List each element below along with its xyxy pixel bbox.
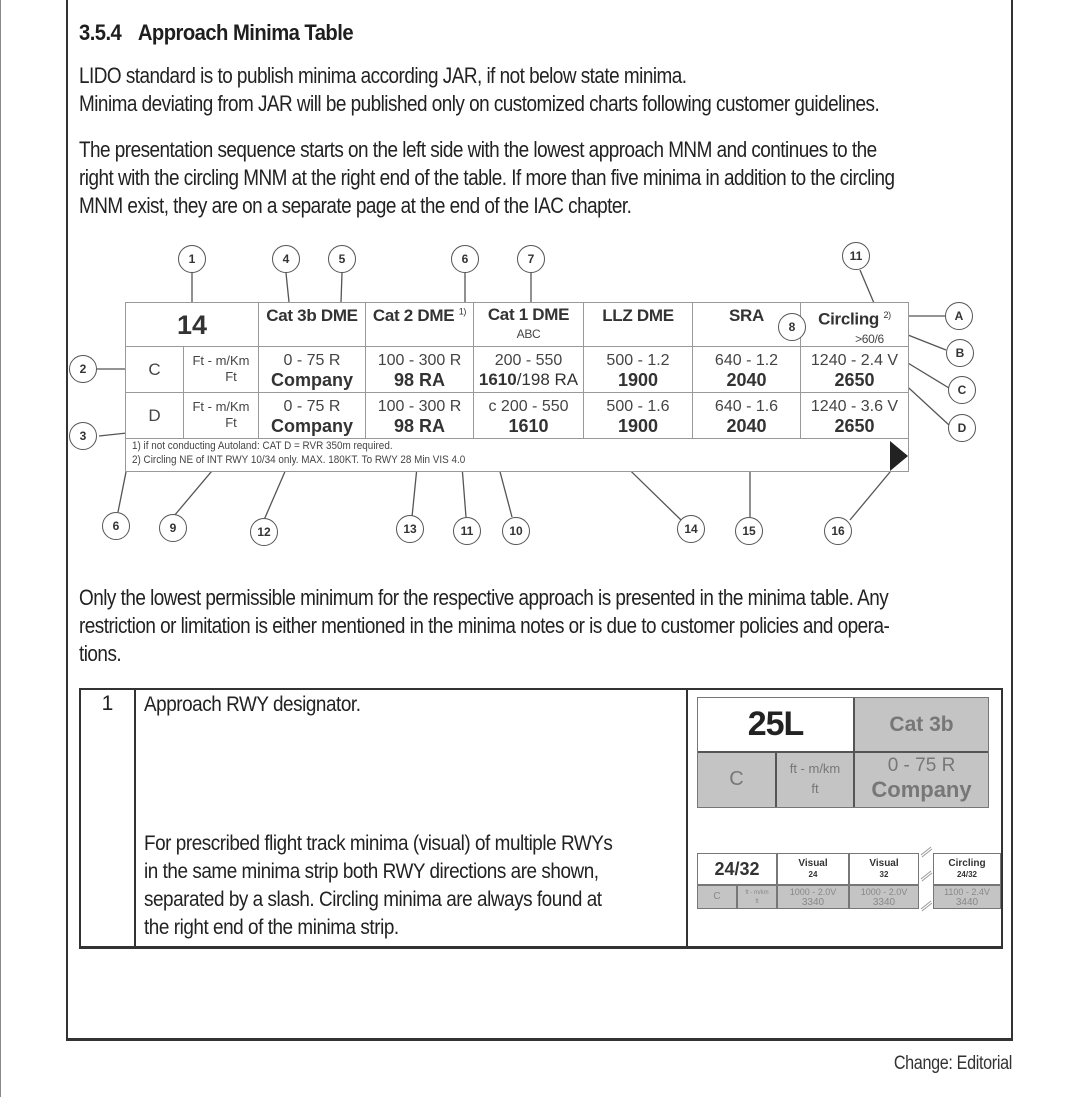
- value-bottom: 3440: [955, 897, 979, 908]
- value-top: 0 - 75 R: [283, 352, 341, 369]
- callout-c: C: [948, 376, 976, 404]
- value-bottom: Company: [871, 777, 972, 802]
- minima-note-1: 1) if not conducting Autoland: CAT D = RVR 350m required.: [132, 440, 393, 452]
- cell-c-llz: [584, 347, 693, 393]
- callout-13: 13: [396, 515, 424, 543]
- column-label: Visual: [869, 858, 899, 869]
- callout-12: 12: [250, 518, 278, 546]
- category-label: D: [148, 406, 161, 425]
- example-column: Cat 3b: [855, 698, 988, 753]
- example2-value-circling: [933, 885, 1001, 909]
- footnote-ref: 1): [458, 306, 467, 317]
- value-bottom: 2650: [834, 370, 875, 390]
- item-body-line-3: separated by a slash. Circling minima are always found at: [144, 888, 602, 911]
- explanation-table: [79, 688, 1003, 949]
- cell-d-circling: [801, 393, 908, 439]
- callout-16: 16: [824, 517, 852, 545]
- value-top: 1000 - 2.0V: [860, 887, 908, 897]
- unit-top: Ft - m/Km: [192, 353, 250, 368]
- value-top: 500 - 1.2: [606, 352, 670, 369]
- column-header-circling: [801, 303, 908, 347]
- value-bottom-bold: 1610: [478, 370, 517, 389]
- example2-col-visual-32: [849, 853, 919, 885]
- cell-c-sra: [693, 347, 801, 393]
- value-bottom: 2040: [726, 370, 767, 390]
- example2-value-visual-32: [849, 885, 919, 909]
- column-sublabel: 24: [808, 870, 818, 879]
- runway-designator-cell: [126, 303, 259, 347]
- value-bottom: 2650: [834, 416, 875, 436]
- example-strip-24-32: [697, 853, 1000, 911]
- callout-d: D: [948, 414, 976, 442]
- callout-10: 10: [502, 517, 530, 545]
- item-body-line-4: the right end of the minima strip.: [144, 916, 399, 939]
- value-top: 100 - 300 R: [377, 398, 462, 415]
- intro-para2-line-3: MNM exist, they are on a separate page at the end of the IAC chapter.: [79, 193, 632, 218]
- value-top: 1240 - 3.6 V: [810, 398, 899, 415]
- value-bottom: 1610: [508, 416, 549, 436]
- example2-runway: 24/32: [697, 853, 777, 885]
- column-header-cat1: [474, 303, 584, 347]
- unit-top: ft - m/km: [745, 890, 769, 896]
- column-label: Cat 1 DME: [487, 305, 570, 324]
- callout-11-top: 11: [842, 242, 870, 270]
- cell-d-cat2: [366, 393, 474, 439]
- callout-2: 2: [69, 355, 97, 383]
- example-strip-25l: [697, 697, 989, 808]
- value-bottom: Company: [270, 416, 353, 436]
- cell-c-circling: [801, 347, 908, 393]
- intro-para2-line-2: right with the circling MNM at the right end of the table. If more than five minima in addition to the circling: [79, 165, 895, 190]
- unit-cell-d: [184, 393, 259, 439]
- column-header-llz: [584, 303, 693, 347]
- callout-9: 9: [159, 514, 187, 542]
- unit-bottom: Ft: [225, 415, 237, 430]
- value-bottom: 98 RA: [393, 416, 446, 436]
- value-bottom: 3340: [872, 897, 896, 908]
- value-top: 1000 - 2.0V: [789, 887, 837, 897]
- column-sublabel: >60/6: [855, 331, 884, 346]
- value-bottom: 2040: [726, 416, 767, 436]
- cell-d-cat3b: [259, 393, 366, 439]
- value-bottom: 1900: [617, 370, 659, 390]
- unit-bottom: Ft: [225, 369, 237, 384]
- cell-c-cat2: [366, 347, 474, 393]
- footnote-ref: 2): [883, 310, 891, 320]
- item-body-line-2: in the same minima strip both RWY directions are shown,: [144, 860, 599, 883]
- callout-8: 8: [778, 313, 806, 341]
- callout-4: 4: [272, 245, 300, 273]
- callout-14: 14: [677, 515, 705, 543]
- change-note: Change: Editorial: [893, 1053, 1012, 1074]
- column-sublabel: ABC: [516, 327, 541, 341]
- item-number: 1: [81, 690, 136, 946]
- value-top: 200 - 550: [494, 352, 563, 369]
- cell-c-cat1: [474, 347, 584, 393]
- unit-top: Ft - m/Km: [192, 399, 250, 414]
- callout-b: B: [946, 339, 974, 367]
- minima-note-2: 2) Circling NE of INT RWY 10/34 only. MAX. 180KT. To RWY 28 Min VIS 4.0: [132, 454, 466, 466]
- callout-3: 3: [69, 422, 97, 450]
- unit-bottom: ft: [755, 899, 759, 905]
- value-top: 640 - 1.6: [714, 398, 779, 415]
- column-label: Visual: [798, 858, 828, 869]
- intro-line-2: Minima deviating from JAR will be published only on customized charts following customer guidelines.: [79, 91, 880, 116]
- value-bottom: /198 RA: [516, 370, 579, 389]
- unit-bottom: ft: [811, 781, 819, 796]
- value-top: 0 - 75 R: [283, 398, 341, 415]
- example-category: C: [698, 753, 777, 807]
- value-bottom: 3340: [801, 897, 825, 908]
- value-top: 640 - 1.2: [714, 352, 779, 369]
- column-label: Circling: [948, 858, 986, 869]
- summary-line-1: Only the lowest permissible minimum for the respective approach is presented in the minima table. Any: [79, 585, 889, 610]
- summary-line-2: restriction or limitation is either mentioned in the minima notes or is due to customer policies and opera-: [79, 613, 890, 638]
- example-runway: 25L: [698, 698, 855, 753]
- unit-cell-c: [184, 347, 259, 393]
- column-header-cat2: [366, 303, 474, 347]
- category-c: [126, 347, 184, 393]
- example-value: [855, 753, 988, 807]
- category-label: C: [148, 360, 161, 379]
- runway-designator: 14: [176, 310, 208, 340]
- example2-unit: [737, 885, 777, 909]
- example-unit: [777, 753, 855, 807]
- column-label: Cat 2 DME: [372, 306, 455, 325]
- cell-d-sra: [693, 393, 801, 439]
- strip-break-icon: [919, 845, 933, 915]
- intro-para2-line-1: The presentation sequence starts on the left side with the lowest approach MNM and continues to the: [79, 137, 877, 162]
- cell-c-cat3b: [259, 347, 366, 393]
- continuation-arrow-icon: [890, 441, 908, 471]
- example2-col-circling: [933, 853, 1001, 885]
- value-bottom: 98 RA: [393, 370, 446, 390]
- value-top: 0 - 75 R: [887, 755, 956, 776]
- value-bottom: 1900: [617, 416, 659, 436]
- value-top: 1100 - 2.4V: [944, 887, 990, 897]
- section-number: 3.5.4: [79, 20, 122, 45]
- callout-6-bottom: 6: [102, 512, 130, 540]
- intro-line-1: LIDO standard is to publish minima according JAR, if not below state minima.: [79, 63, 687, 88]
- column-label: SRA: [729, 306, 764, 325]
- item-heading: Approach RWY designator.: [144, 693, 361, 716]
- column-label: Cat 3b DME: [266, 306, 358, 325]
- callout-5: 5: [328, 245, 356, 273]
- callout-11-bottom: 11: [453, 517, 481, 545]
- column-sublabel: 32: [879, 870, 889, 879]
- value-top: 500 - 1.6: [606, 398, 670, 415]
- callout-1: 1: [178, 245, 206, 273]
- cell-d-llz: [584, 393, 693, 439]
- callout-a: A: [945, 302, 973, 330]
- callout-7: 7: [517, 245, 545, 273]
- column-label: Circling: [818, 309, 880, 329]
- column-header-cat3b: [259, 303, 366, 347]
- item-body-line-1: For prescribed flight track minima (visual) of multiple RWYs: [144, 832, 613, 855]
- callout-6-top: 6: [451, 245, 479, 273]
- unit-top: ft - m/km: [789, 761, 841, 776]
- example2-value-visual-24: [777, 885, 849, 909]
- value-bottom: Company: [270, 370, 353, 390]
- item-description: [138, 690, 688, 946]
- summary-line-3: tions.: [79, 641, 122, 666]
- callout-15: 15: [735, 517, 763, 545]
- example2-col-visual-24: [777, 853, 849, 885]
- section-title: Approach Minima Table: [137, 20, 354, 45]
- value-top: c 200 - 550: [488, 398, 569, 415]
- value-top: 100 - 300 R: [377, 352, 462, 369]
- column-sublabel: 24/32: [956, 870, 978, 879]
- column-label: LLZ DME: [602, 306, 674, 325]
- category-d: [126, 393, 184, 439]
- value-top: 1240 - 2.4 V: [810, 352, 899, 369]
- example2-category: C: [697, 885, 737, 909]
- item-example: [688, 690, 1001, 946]
- cell-d-cat1: [474, 393, 584, 439]
